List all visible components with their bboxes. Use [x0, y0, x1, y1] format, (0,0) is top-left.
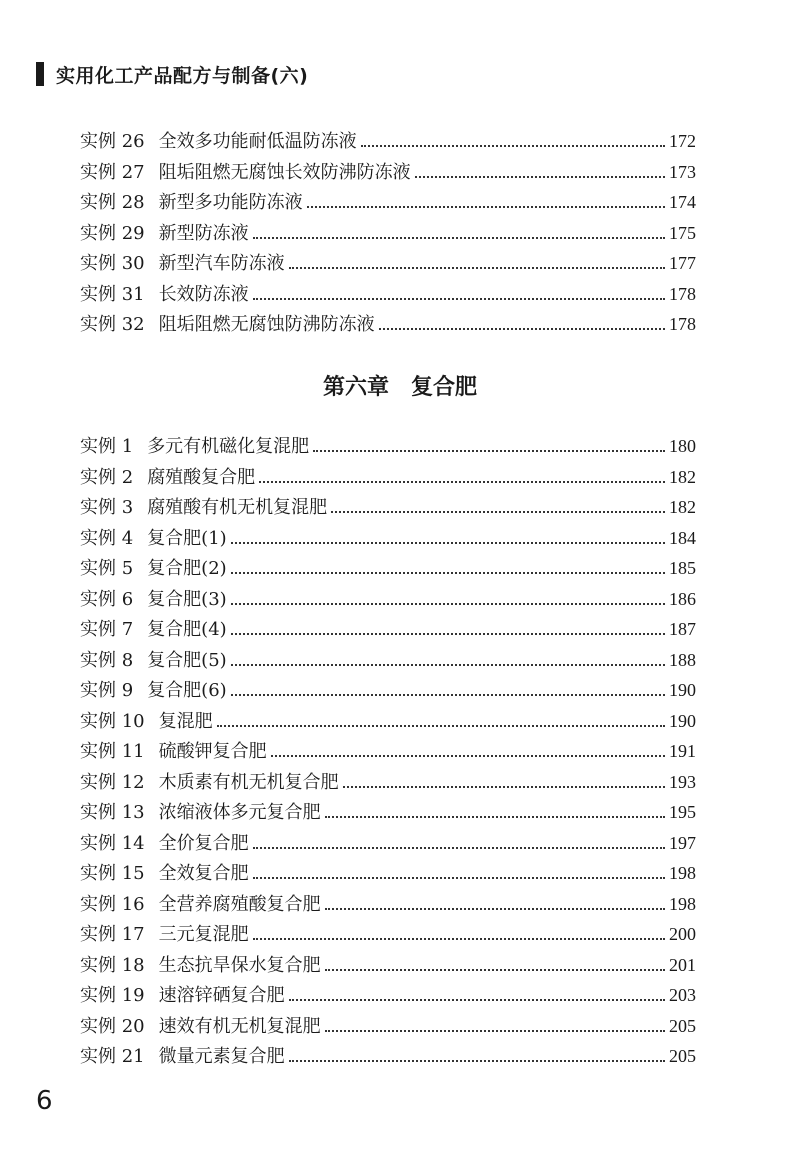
page-number: 6 — [36, 1086, 53, 1116]
entry-label: 实例 1 — [80, 436, 134, 457]
toc-entry[interactable] — [80, 432, 696, 463]
entry-label: 实例 9 — [80, 680, 134, 701]
dot-leader — [415, 176, 665, 178]
entry-label: 实例 4 — [80, 527, 134, 549]
entry-page-number: 174 — [669, 192, 696, 212]
entry-page-number: 197 — [669, 832, 696, 853]
entry-label: 实例 3 — [80, 497, 134, 518]
dot-leader — [231, 694, 665, 696]
entry-title: 复合肥(6) — [147, 680, 227, 701]
toc-entry[interactable] — [80, 829, 696, 860]
dot-leader — [331, 511, 665, 513]
entry-title: 阻垢阻燃无腐蚀长效防沸防冻液 — [158, 161, 411, 183]
entry-page-number: 182 — [669, 497, 696, 517]
entry-label: 实例 15 — [80, 863, 145, 884]
entry-page-number: 182 — [669, 466, 696, 487]
toc-entry[interactable] — [80, 768, 696, 799]
dot-leader — [343, 786, 665, 788]
dot-leader — [231, 542, 665, 544]
entry-label: 实例 6 — [80, 588, 134, 610]
entry-label: 实例 26 — [80, 131, 145, 152]
entry-page-number: 193 — [669, 771, 696, 792]
entry-title: 腐殖酸有机无机复混肥 — [147, 497, 328, 518]
dot-leader — [217, 725, 665, 727]
dot-leader — [313, 450, 665, 452]
entry-page-number: 198 — [669, 893, 696, 914]
header-bar-mark — [36, 62, 44, 86]
entry-label: 实例 7 — [80, 619, 134, 640]
toc-section-compound-fertilizer — [80, 432, 696, 1073]
toc-entry[interactable] — [80, 737, 696, 768]
entry-label: 实例 31 — [80, 283, 145, 305]
entry-page-number: 178 — [669, 314, 696, 334]
entry-page-number: 198 — [669, 863, 696, 883]
dot-leader — [289, 267, 665, 269]
entry-label: 实例 8 — [80, 649, 134, 671]
entry-page-number: 205 — [669, 1046, 696, 1066]
entry-label: 实例 20 — [80, 1015, 145, 1037]
toc-entry[interactable] — [80, 798, 696, 829]
entry-label: 实例 32 — [80, 314, 145, 335]
entry-page-number: 173 — [669, 161, 696, 182]
entry-title: 阻垢阻燃无腐蚀防沸防冻液 — [158, 314, 375, 335]
entry-page-number: 200 — [669, 924, 696, 944]
toc-entry[interactable] — [80, 646, 696, 677]
dot-leader — [289, 999, 665, 1001]
dot-leader — [253, 847, 665, 849]
dot-leader — [259, 481, 665, 483]
toc-entry[interactable] — [80, 127, 696, 158]
entry-page-number: 180 — [669, 436, 696, 456]
dot-leader — [253, 938, 665, 940]
entry-title: 速溶锌硒复合肥 — [158, 985, 285, 1006]
entry-title: 三元复混肥 — [158, 924, 249, 945]
entry-page-number: 177 — [669, 253, 696, 273]
entry-title: 浓缩液体多元复合肥 — [158, 802, 321, 823]
entry-title: 新型防冻液 — [158, 222, 249, 244]
toc-section-antifreeze — [80, 127, 696, 341]
dot-leader — [325, 1030, 665, 1032]
entry-title: 复合肥(4) — [147, 619, 227, 640]
toc-entry[interactable] — [80, 615, 696, 646]
toc-entry[interactable] — [80, 890, 696, 921]
toc-entry[interactable] — [80, 585, 696, 616]
entry-title: 多元有机磁化复混肥 — [147, 436, 310, 457]
dot-leader — [325, 969, 665, 971]
dot-leader — [361, 145, 665, 147]
chapter-heading: 第六章 复合肥 — [322, 375, 477, 400]
toc-entry[interactable] — [80, 188, 696, 219]
dot-leader — [379, 328, 665, 330]
toc-entry[interactable] — [80, 981, 696, 1012]
toc-entry[interactable] — [80, 280, 696, 311]
entry-title: 速效有机无机复混肥 — [158, 1015, 321, 1037]
entry-label: 实例 19 — [80, 985, 145, 1006]
entry-page-number: 187 — [669, 619, 696, 639]
toc-entry[interactable] — [80, 707, 696, 738]
entry-page-number: 190 — [669, 710, 696, 731]
toc-entry[interactable] — [80, 219, 696, 250]
dot-leader — [325, 908, 665, 910]
entry-label: 实例 21 — [80, 1046, 145, 1067]
entry-title: 硫酸钾复合肥 — [158, 741, 267, 762]
dot-leader — [325, 816, 665, 818]
entry-label: 实例 13 — [80, 802, 145, 823]
entry-label: 实例 28 — [80, 192, 145, 213]
dot-leader — [253, 298, 665, 300]
entry-title: 新型多功能防冻液 — [158, 192, 303, 213]
entry-label: 实例 12 — [80, 771, 145, 793]
book-title: 实用化工产品配方与制备(六) — [56, 64, 309, 87]
entry-title: 长效防冻液 — [158, 283, 249, 305]
entry-label: 实例 30 — [80, 253, 145, 274]
entry-title: 复混肥 — [158, 710, 213, 732]
entry-page-number: 191 — [669, 741, 696, 761]
dot-leader — [253, 877, 665, 879]
entry-title: 复合肥(2) — [147, 558, 227, 579]
toc-entry[interactable] — [80, 1042, 696, 1073]
toc-entry[interactable] — [80, 1012, 696, 1043]
entry-label: 实例 14 — [80, 832, 145, 854]
toc-entry[interactable] — [80, 524, 696, 555]
entry-page-number: 203 — [669, 985, 696, 1005]
entry-title: 新型汽车防冻液 — [158, 253, 285, 274]
entry-label: 实例 11 — [80, 741, 145, 762]
dot-leader — [231, 603, 665, 605]
toc-entry[interactable] — [80, 158, 696, 189]
toc-entry[interactable] — [80, 249, 696, 280]
toc-entry[interactable] — [80, 493, 696, 524]
dot-leader — [231, 633, 665, 635]
toc-entry[interactable] — [80, 310, 696, 341]
entry-title: 腐殖酸复合肥 — [147, 466, 256, 488]
entry-title: 生态抗旱保水复合肥 — [158, 954, 321, 976]
entry-page-number: 185 — [669, 558, 696, 578]
entry-page-number: 201 — [669, 954, 696, 975]
entry-page-number: 190 — [669, 680, 696, 700]
entry-title: 全效多功能耐低温防冻液 — [158, 131, 357, 152]
toc-entry[interactable] — [80, 951, 696, 982]
entry-page-number: 172 — [669, 131, 696, 151]
toc-entry[interactable] — [80, 676, 696, 707]
entry-label: 实例 29 — [80, 222, 145, 244]
entry-page-number: 195 — [669, 802, 696, 822]
entry-label: 实例 27 — [80, 161, 145, 183]
toc-entry[interactable] — [80, 859, 696, 890]
toc-entry[interactable] — [80, 463, 696, 494]
entry-label: 实例 16 — [80, 893, 145, 915]
entry-page-number: 205 — [669, 1015, 696, 1036]
entry-label: 实例 10 — [80, 710, 145, 732]
entry-label: 实例 5 — [80, 558, 134, 579]
entry-title: 复合肥(5) — [147, 649, 227, 671]
entry-page-number: 186 — [669, 588, 696, 609]
entry-page-number: 184 — [669, 527, 696, 548]
toc-entry[interactable] — [80, 920, 696, 951]
entry-label: 实例 18 — [80, 954, 145, 976]
entry-title: 全效复合肥 — [158, 863, 249, 884]
running-header — [36, 60, 308, 88]
dot-leader — [289, 1060, 665, 1062]
entry-label: 实例 17 — [80, 924, 145, 945]
entry-title: 全营养腐殖酸复合肥 — [158, 893, 321, 915]
toc-entry[interactable] — [80, 554, 696, 585]
entry-title: 复合肥(1) — [147, 527, 227, 549]
dot-leader — [231, 664, 665, 666]
entry-label: 实例 2 — [80, 466, 134, 488]
dot-leader — [231, 572, 665, 574]
dot-leader — [253, 237, 665, 239]
entry-page-number: 175 — [669, 222, 696, 243]
entry-title: 复合肥(3) — [147, 588, 227, 610]
dot-leader — [271, 755, 665, 757]
entry-page-number: 188 — [669, 649, 696, 670]
entry-title: 微量元素复合肥 — [158, 1046, 285, 1067]
entry-title: 木质素有机无机复合肥 — [158, 771, 339, 793]
entry-page-number: 178 — [669, 283, 696, 304]
dot-leader — [307, 206, 665, 208]
entry-title: 全价复合肥 — [158, 832, 249, 854]
